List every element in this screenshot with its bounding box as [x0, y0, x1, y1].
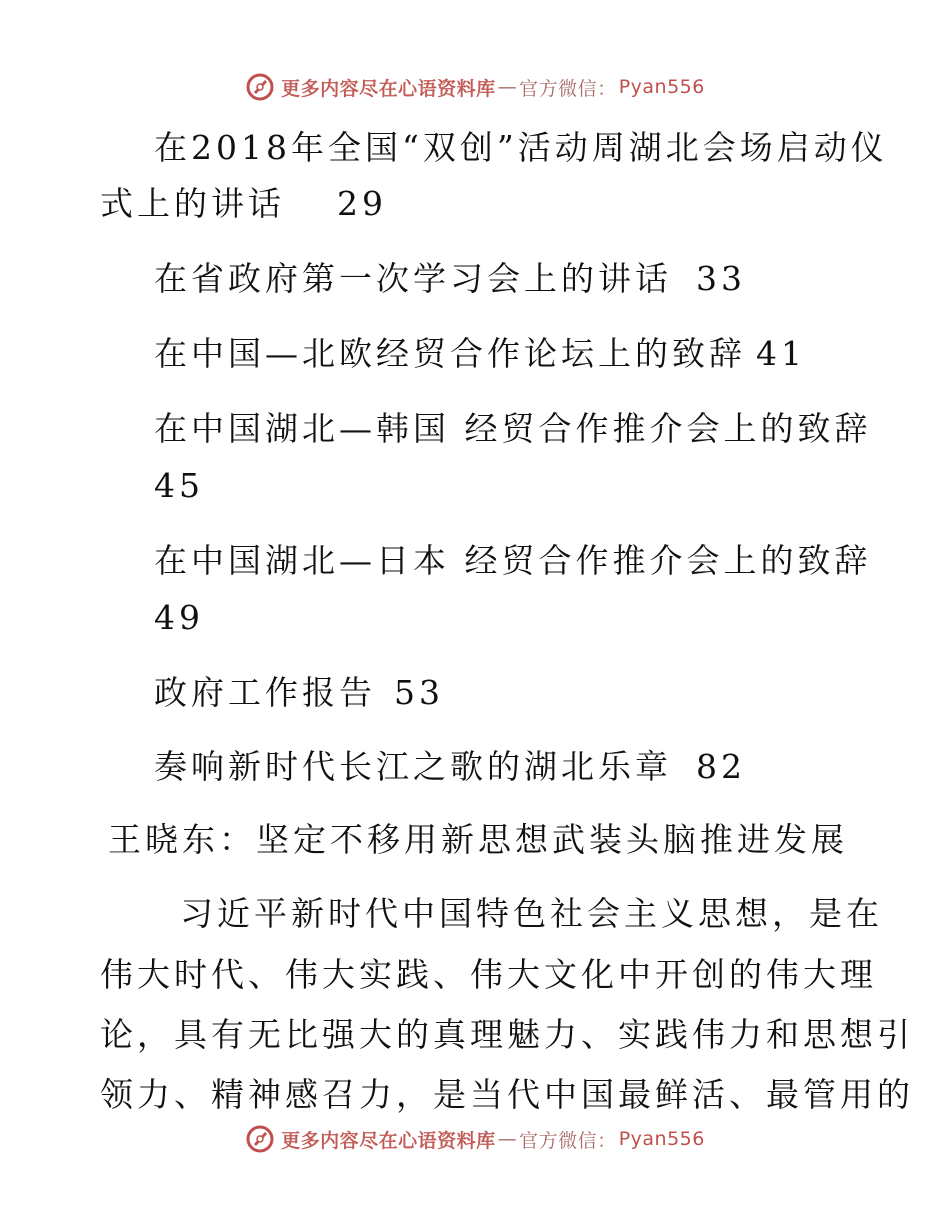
toc-entry-title: 政府工作报告	[154, 673, 376, 712]
toc-entry-1-line1: 在2018年全国“双创”活动周湖北会场启动仪	[154, 128, 888, 167]
toc-page-number: 45	[154, 466, 204, 505]
paragraph-line-4: 领力、精神感召力，是当代中国最鲜活、最管用的	[100, 1075, 914, 1114]
watermark-separator: —	[497, 1128, 518, 1150]
quill-logo-icon	[245, 1124, 275, 1154]
toc-entry-title: 奏响新时代长江之歌的湖北乐章	[154, 747, 672, 786]
toc-entry-title: 在中国—北欧经贸合作论坛上的致辞	[154, 334, 746, 373]
watermark-header	[0, 72, 950, 102]
toc-entry-4: 在中国湖北—韩国 经贸合作推介会上的致辞	[154, 409, 872, 448]
watermark-wechat-id: Pyan556	[618, 76, 705, 98]
watermark-text: 更多内容尽在心语资料库	[281, 1129, 496, 1152]
paragraph-line-3: 论，具有无比强大的真理魅力、实践伟力和思想引	[100, 1015, 914, 1054]
toc-page-number: 29	[337, 184, 387, 223]
watermark-label: 官方微信：	[519, 77, 617, 100]
toc-entry-7	[154, 747, 746, 786]
article-heading: 王晓东：坚定不移用新思想武装头脑推进发展	[108, 820, 848, 859]
toc-entry-title: 式上的讲话	[100, 184, 285, 223]
watermark-text: 更多内容尽在心语资料库	[281, 77, 496, 100]
toc-entry-6	[154, 673, 444, 712]
toc-page-number: 49	[154, 598, 204, 637]
toc-page-number: 41	[756, 334, 806, 373]
toc-entry-title: 在省政府第一次学习会上的讲话	[154, 259, 672, 298]
watermark-footer	[0, 1124, 950, 1154]
watermark-label: 官方微信：	[519, 1129, 617, 1152]
toc-page-number: 82	[696, 747, 746, 786]
toc-page-number: 53	[394, 673, 444, 712]
quill-logo-icon	[245, 72, 275, 102]
paragraph-line-2: 伟大时代、伟大实践、伟大文化中开创的伟大理	[100, 955, 877, 994]
paragraph-line-1: 习近平新时代中国特色社会主义思想，是在	[180, 894, 883, 933]
toc-entry-3	[154, 334, 806, 373]
watermark-wechat-id: Pyan556	[618, 1128, 705, 1150]
toc-entry-5: 在中国湖北—日本 经贸合作推介会上的致辞	[154, 541, 872, 580]
toc-page-number: 33	[696, 259, 746, 298]
toc-entry-2	[154, 259, 746, 298]
watermark-separator: —	[497, 76, 518, 98]
toc-entry-1-line2	[100, 184, 387, 223]
